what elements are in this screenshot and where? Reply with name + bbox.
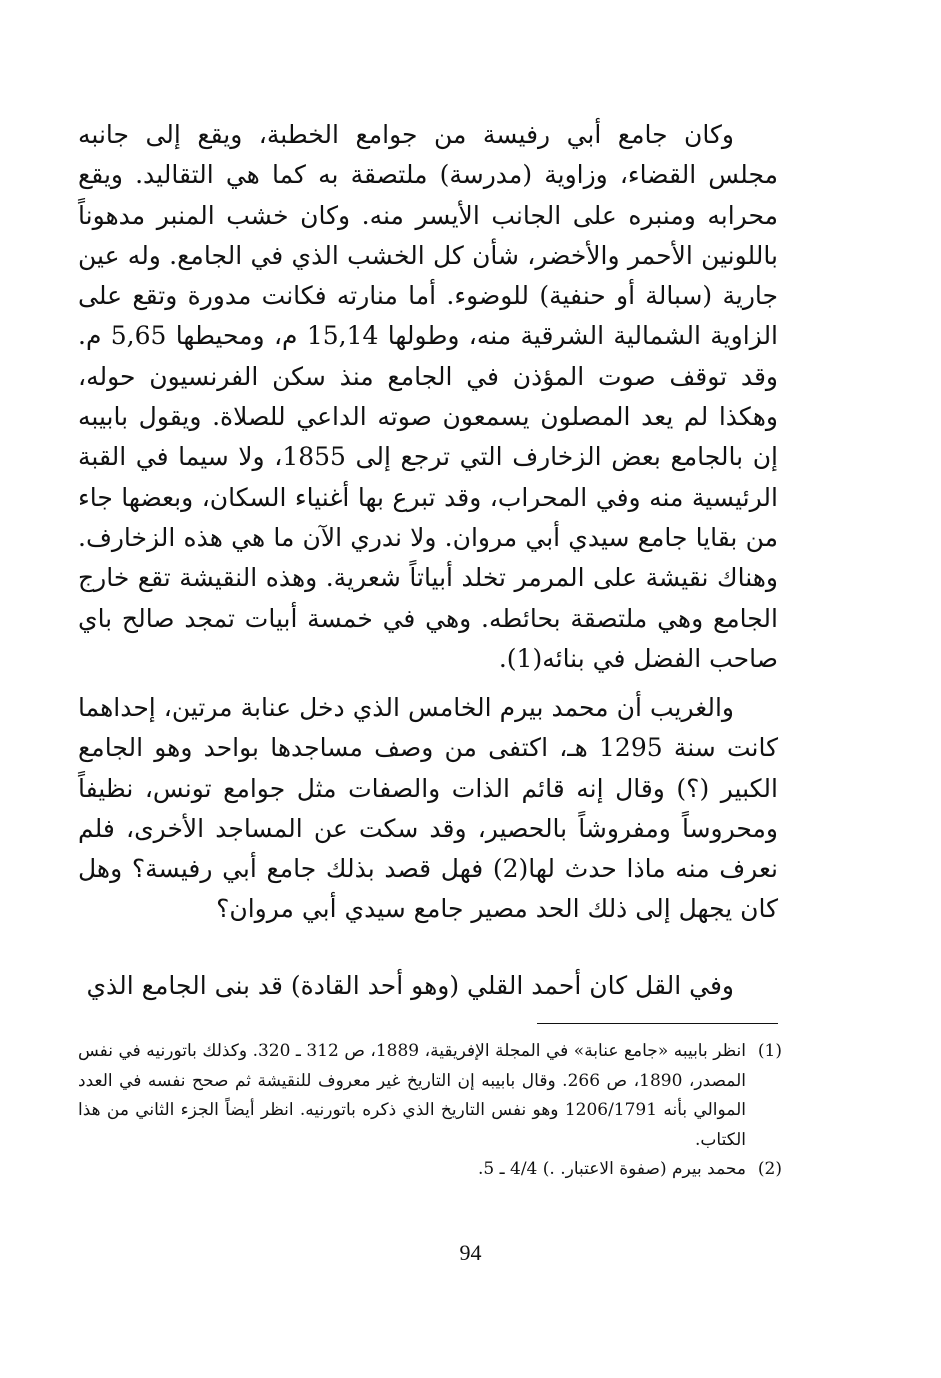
page-number: 94 xyxy=(459,1240,482,1265)
footnote-number: (1) xyxy=(757,1041,782,1061)
footnote-text: انظر بابيبه «جامع عنابة» في المجلة الإفريقية، 1889، ص 312 ـ 320. وكذلك باتورنيه في نفس المصدر، 1890، ص 266. وقال بابيبه إن التاريخ غير معروف للنقيشة ثم صحح نفسه في العدد الموالي بأنه 1206/1791 وهو نفس التاريخ الذي ذكره باتورنيه. انظر أيضاً الجزء الثاني من هذا الكتاب. xyxy=(78,1041,746,1150)
footnote-1 xyxy=(78,1037,782,1155)
paragraph-abu-rafisa-mosque: وكان جامع أبي رفيسة من جوامع الخطبة، ويقع إلى جانبه مجلس القضاء، وزاوية (مدرسة) ملتصقة به كما هي التقاليد. ويقع محرابه ومنبره على الجانب الأيسر منه. وكان خشب المنبر مدهوناً باللونين الأحمر والأخضر، شأن كل الخشب الذي في الجامع. وله عين جارية (سبالة أو حنفية) للوضوء. أما منارته فكانت مدورة وتقع على الزاوية الشمالية الشرقية منه، وطولها 15,14 م، ومحيطها 5,65 م. وقد توقف صوت المؤذن في الجامع منذ سكن الفرنسيون حوله، وهكذا لم يعد المصلون يسمعون صوته الداعي للصلاة. ويقول بابيبه إن بالجامع بعض الزخارف التي ترجع إلى 1855، ولا سيما في القبة الرئيسية منه وفي المحراب، وقد تبرع بها أغنياء السكان، وبعضها جاء من بقايا جامع سيدي أبي مروان. ولا ندري الآن ما هي هذه الزخارف. وهناك نقيشة على المرمر تخلد أبياتاً شعرية. وهذه النقيشة تقع خارج الجامع وهي ملتصقة بحائطه. وهي في خمسة أبيات تمجد صالح باي صاحب الفضل في بنائه(1). xyxy=(78,120,779,673)
footnote-2 xyxy=(78,1155,782,1185)
footnote-separator xyxy=(537,1023,778,1024)
footnote-text: محمد بيرم (صفوة الاعتبار. .) 4/4 ـ 5. xyxy=(477,1159,746,1179)
footnote-number: (2) xyxy=(757,1159,782,1179)
paragraph-bayram-visit: والغريب أن محمد بيرم الخامس الذي دخل عنابة مرتين، إحداهما كانت سنة 1295 هـ، اكتفى من وصف مساجدها بواحد وهو الجامع الكبير (؟) وقال إنه قائم الذات والصفات مثل جوامع تونس، نظيفاً ومحروساً ومفروشاً بالحصير، وقد سكت عن المساجد الأخرى، فلم نعرف منه ماذا حدث لها(2) فهل قصد بذلك جامع أبي رفيسة؟ وهل كان يجهل إلى ذلك الحد مصير جامع سيدي أبي مروان؟ xyxy=(78,693,778,924)
footnotes xyxy=(78,1037,782,1185)
paragraph-collo-mosque: وفي القل كان أحمد القلي (وهو أحد القادة) قد بنى الجامع الذي xyxy=(86,971,734,1000)
